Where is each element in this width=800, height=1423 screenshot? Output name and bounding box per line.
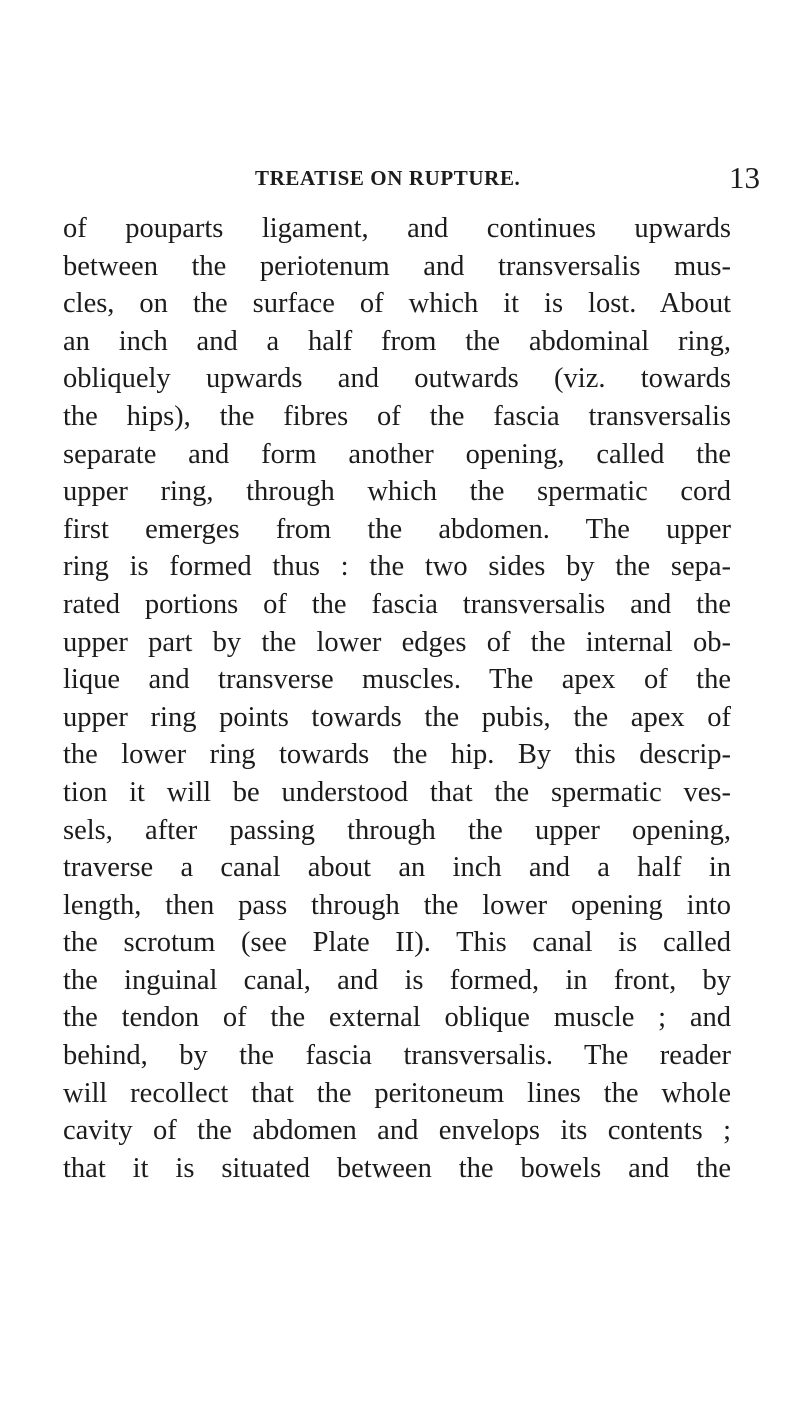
text-line: lique and transverse muscles. The apex of the [63, 664, 731, 696]
text-line: ring is formed thus : the two sides by the sepa- [63, 551, 731, 583]
text-line: the inguinal canal, and is formed, in front, by [63, 964, 731, 996]
text-line: the lower ring towards the hip. By this descrip- [63, 739, 731, 771]
text-line: length, then pass through the lower opening into [63, 889, 731, 921]
text-line: upper ring, through which the spermatic cord [63, 476, 731, 508]
text-line: cavity of the abdomen and envelops its contents ; [63, 1115, 731, 1147]
text-line: upper ring points towards the pubis, the apex of [63, 701, 731, 733]
text-line: the hips), the fibres of the fascia transversalis [63, 400, 731, 432]
text-line: rated portions of the fascia transversalis and the [63, 588, 731, 620]
text-line: first emerges from the abdomen. The upper [63, 513, 731, 545]
text-line: the tendon of the external oblique muscle ; and [63, 1002, 731, 1034]
text-line: upper part by the lower edges of the internal ob- [63, 626, 731, 658]
text-line: the scrotum (see Plate II). This canal is called [63, 927, 731, 959]
text-line: between the periotenum and transversalis mus- [63, 250, 731, 282]
text-line: obliquely upwards and outwards (viz. towards [63, 363, 731, 395]
text-line: will recollect that the peritoneum lines the whole [63, 1077, 731, 1109]
running-head [60, 160, 770, 196]
body-text [63, 210, 731, 1187]
text-line: that it is situated between the bowels and the [63, 1152, 731, 1184]
text-line: behind, by the fascia transversalis. The reader [63, 1040, 731, 1072]
text-line: of pouparts ligament, and continues upwards [63, 213, 731, 244]
text-line: an inch and a half from the abdominal ring, [63, 325, 731, 357]
text-line: cles, on the surface of which it is lost. About [63, 288, 731, 320]
page-number: 13 [729, 160, 760, 195]
text-line: sels, after passing through the upper opening, [63, 814, 731, 846]
running-title: TREATISE ON RUPTURE. [255, 166, 521, 190]
text-line: traverse a canal about an inch and a half in [63, 852, 731, 884]
text-line: separate and form another opening, called the [63, 438, 731, 470]
text-line: tion it will be understood that the spermatic ves- [63, 776, 731, 808]
